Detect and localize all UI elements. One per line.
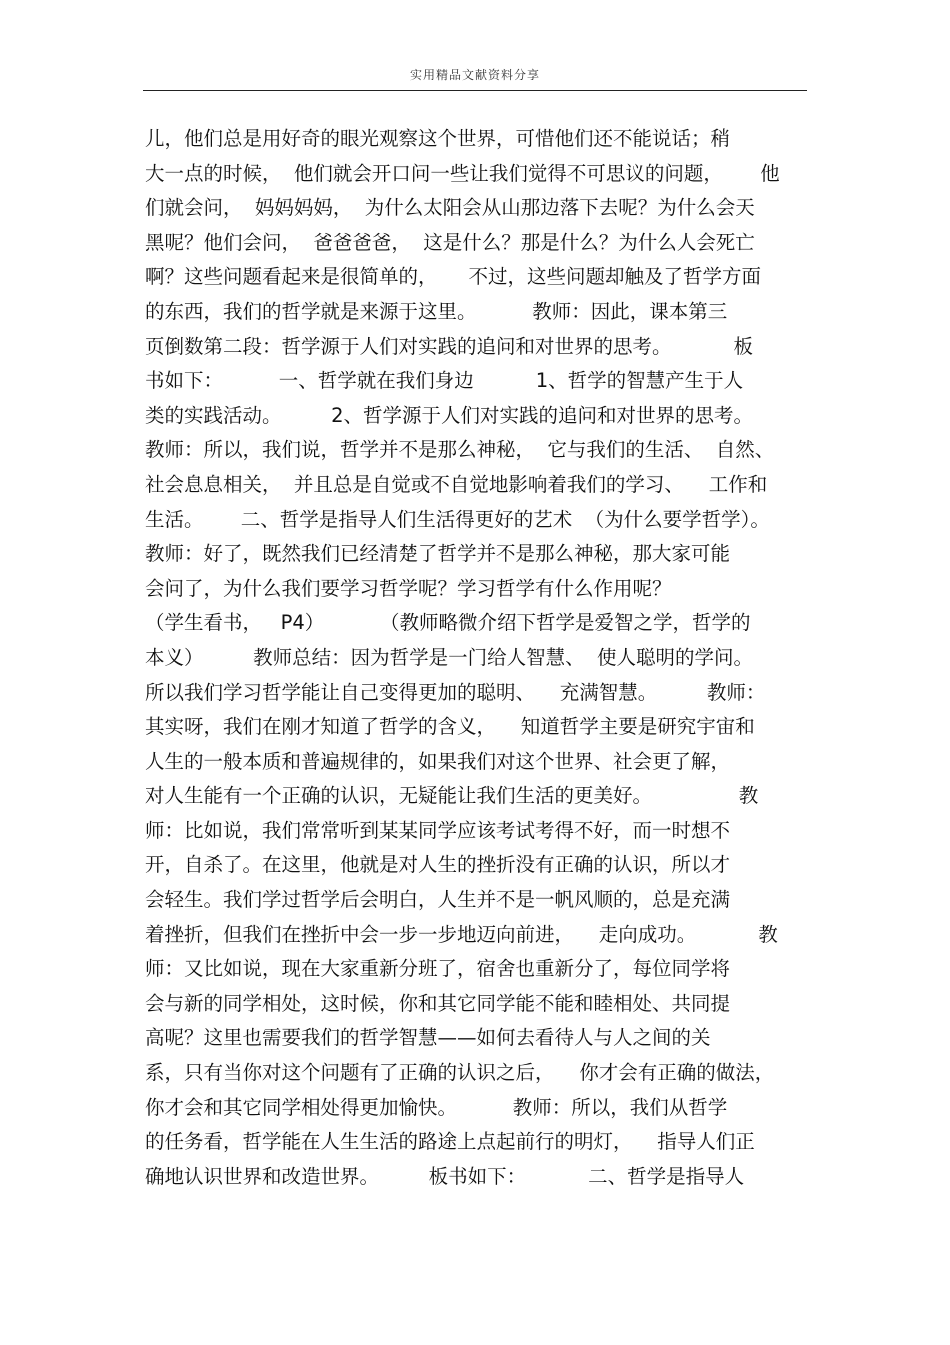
text-line: 啊？这些问题看起来是很简单的， 不过，这些问题却触及了哲学方面	[145, 265, 761, 289]
header-divider	[143, 90, 807, 91]
text-line: 师：比如说，我们常常听到某某同学应该考试考得不好，而一时想不	[145, 818, 731, 842]
text-line: 师：又比如说，现在大家重新分班了，宿舍也重新分了，每位同学将	[145, 957, 731, 981]
text-line: 确地认识世界和改造世界。 板书如下： 二、哲学是指导人	[145, 1164, 745, 1188]
text-line: 会与新的同学相处，这时候，你和其它同学能不能和睦相处、共同提	[145, 991, 731, 1015]
text-line: （学生看书， P4） （教师略微介绍下哲学是爱智之学，哲学的	[145, 611, 751, 635]
text-line: 黑呢？他们会问， 爸爸爸爸， 这是什么？那是什么？为什么人会死亡	[145, 230, 755, 254]
text-line: 你才会和其它同学相处得更加愉快。 教师：所以，我们从哲学	[145, 1095, 728, 1119]
text-line: 高呢？这里也需要我们的哲学智慧——如何去看待人与人之间的关	[145, 1026, 711, 1050]
text-line: 们就会问， 妈妈妈妈， 为什么太阳会从山那边落下去呢？为什么会天	[145, 196, 755, 220]
text-line: 页倒数第二段：哲学源于人们对实践的追问和对世界的思考。 板	[145, 334, 753, 358]
document-body	[145, 122, 810, 1194]
text-line: 会问了，为什么我们要学习哲学呢？学习哲学有什么作用呢？	[145, 576, 672, 600]
text-line: 会轻生。我们学过哲学后会明白，人生并不是一帆风顺的，总是充满	[145, 888, 731, 912]
text-line: 类的实践活动。 2、哲学源于人们对实践的追问和对世界的思考。	[145, 403, 753, 427]
text-line: 开，自杀了。在这里，他就是对人生的挫折没有正确的认识，所以才	[145, 853, 731, 877]
text-line: 书如下： 一、哲学就在我们身边 1、哲学的智慧产生于人	[145, 369, 744, 393]
text-line: 社会息息相关， 并且总是自觉或不自觉地影响着我们的学习、 工作和	[145, 472, 768, 496]
text-line: 人生的一般本质和普遍规律的，如果我们对这个世界、社会更了解，	[145, 749, 731, 773]
text-line: 的任务看，哲学能在人生生活的路途上点起前行的明灯， 指导人们正	[145, 1130, 755, 1154]
page-header: 实用精品文献资料分享	[409, 68, 540, 82]
text-line: 着挫折，但我们在挫折中会一步一步地迈向前进， 走向成功。 教	[145, 922, 778, 946]
text-line: 儿，他们总是用好奇的眼光观察这个世界，可惜他们还不能说话；稍	[145, 127, 731, 150]
text-line: 的东西，我们的哲学就是来源于这里。 教师：因此，课本第三	[145, 299, 728, 323]
text-line: 所以我们学习哲学能让自己变得更加的聪明、 充满智慧。 教师：	[145, 680, 766, 704]
text-line: 生活。 二、哲学是指导人们生活得更好的艺术 （为什么要学哲学）。	[145, 507, 770, 531]
text-line: 大一点的时候， 他们就会开口问一些让我们觉得不可思议的问题， 他	[145, 161, 780, 185]
text-line: 教师：好了，既然我们已经清楚了哲学并不是那么神秘，那大家可能	[145, 542, 731, 566]
text-line: 系，只有当你对这个问题有了正确的认识之后， 你才会有正确的做法，	[145, 1061, 775, 1085]
text-line: 教师：所以，我们说，哲学并不是那么神秘， 它与我们的生活、 自然、	[145, 438, 775, 462]
text-line: 本义） 教师总结：因为哲学是一门给人智慧、 使人聪明的学问。	[145, 645, 753, 669]
text-line: 其实呀，我们在刚才知道了哲学的含义， 知道哲学主要是研究宇宙和	[145, 715, 755, 739]
text-line: 对人生能有一个正确的认识，无疑能让我们生活的更美好。 教	[145, 784, 759, 808]
